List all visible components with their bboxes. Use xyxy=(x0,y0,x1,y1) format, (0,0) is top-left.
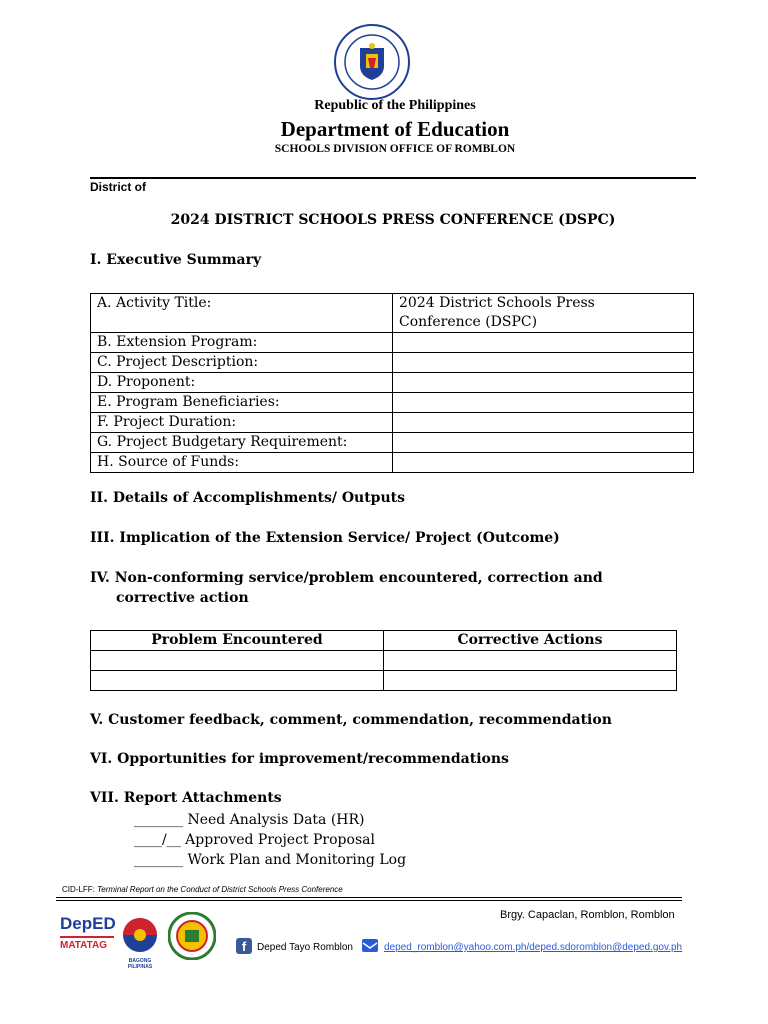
summary-value xyxy=(393,353,694,373)
table-row xyxy=(91,671,677,691)
summary-label: A. Activity Title: xyxy=(91,294,393,333)
header-divider xyxy=(90,177,696,179)
table-cell xyxy=(91,671,384,691)
summary-label: H. Source of Funds: xyxy=(91,453,393,473)
bagong-pilipinas-logo xyxy=(117,916,163,970)
footer-divider xyxy=(56,897,682,898)
section-attachments: VII. Report Attachments xyxy=(90,790,282,806)
table-row xyxy=(91,294,694,333)
footer-document-note xyxy=(62,885,343,894)
table-row xyxy=(91,651,677,671)
attachment-item: _______ Need Analysis Data (HR) xyxy=(134,812,365,828)
summary-value xyxy=(393,373,694,393)
deped-matatag-logo xyxy=(60,914,114,960)
summary-value xyxy=(393,453,694,473)
summary-label: D. Proponent: xyxy=(91,373,393,393)
column-header-corrective: Corrective Actions xyxy=(384,631,677,651)
column-header-problem: Problem Encountered xyxy=(91,631,384,651)
table-row xyxy=(91,333,694,353)
table-row xyxy=(91,353,694,373)
section-feedback: V. Customer feedback, comment, commendation, recommendation xyxy=(90,712,612,728)
table-row xyxy=(91,413,694,433)
table-row xyxy=(91,433,694,453)
facebook-page-link[interactable]: Deped Tayo Romblon xyxy=(257,942,353,953)
facebook-icon: f xyxy=(236,938,252,954)
problems-table xyxy=(90,630,677,691)
activity-title-line1: 2024 District Schools Press xyxy=(399,295,595,311)
deped-wordmark: DepED xyxy=(60,914,116,933)
summary-value xyxy=(393,294,694,333)
division-heading: SCHOOLS DIVISION OFFICE OF ROMBLON xyxy=(274,143,516,155)
footer-divider xyxy=(56,900,682,901)
section-accomplishments: II. Details of Accomplishments/ Outputs xyxy=(90,490,405,506)
section-opportunities: VI. Opportunities for improvement/recommendations xyxy=(90,751,509,767)
summary-label: B. Extension Program: xyxy=(91,333,393,353)
table-cell xyxy=(91,651,384,671)
table-cell xyxy=(384,651,677,671)
republic-heading: Republic of the Philippines xyxy=(314,98,476,113)
table-cell xyxy=(384,671,677,691)
summary-value xyxy=(393,413,694,433)
logo-stripe xyxy=(60,936,114,938)
deped-seal-logo xyxy=(334,24,410,100)
bagong-pilipinas-text: BAGONG PILIPINAS xyxy=(127,958,153,970)
office-address: Brgy. Capaclan, Romblon, Romblon xyxy=(500,909,675,921)
section-implication: III. Implication of the Extension Service/ Project (Outcome) xyxy=(90,530,560,546)
table-row xyxy=(91,373,694,393)
email-link[interactable]: deped_romblon@yahoo.com.ph/deped.sdoromblon@deped.gov.ph xyxy=(384,942,683,953)
activity-title-line2: Conference (DSPC) xyxy=(399,314,538,330)
attachment-item: _______ Work Plan and Monitoring Log xyxy=(134,852,407,868)
report-title: 2024 DISTRICT SCHOOLS PRESS CONFERENCE (DSPC) xyxy=(170,212,616,228)
footer-code: CID-LFF: xyxy=(62,885,95,894)
summary-label: E. Program Beneficiaries: xyxy=(91,393,393,413)
footer-note-text: Terminal Report on the Conduct of District Schools Press Conference xyxy=(97,885,343,894)
table-row xyxy=(91,453,694,473)
summary-label: G. Project Budgetary Requirement: xyxy=(91,433,393,453)
executive-summary-table xyxy=(90,293,694,473)
section-nonconforming: IV. Non-conforming service/problem encountered, correction and xyxy=(90,570,603,586)
summary-label: F. Project Duration: xyxy=(91,413,393,433)
sdo-romblon-seal xyxy=(168,912,216,960)
summary-value xyxy=(393,433,694,453)
summary-value xyxy=(393,393,694,413)
attachment-item: ____/__ Approved Project Proposal xyxy=(134,832,375,848)
email-icon xyxy=(362,939,378,952)
table-row xyxy=(91,393,694,413)
summary-label: C. Project Description: xyxy=(91,353,393,373)
district-label: District of xyxy=(90,180,147,194)
department-heading: Department of Education xyxy=(280,117,510,141)
table-header-row xyxy=(91,631,677,651)
summary-value xyxy=(393,333,694,353)
matatag-wordmark: MATATAG xyxy=(60,940,108,951)
section-executive-summary: I. Executive Summary xyxy=(90,252,262,268)
section-nonconforming-cont: corrective action xyxy=(116,590,249,606)
